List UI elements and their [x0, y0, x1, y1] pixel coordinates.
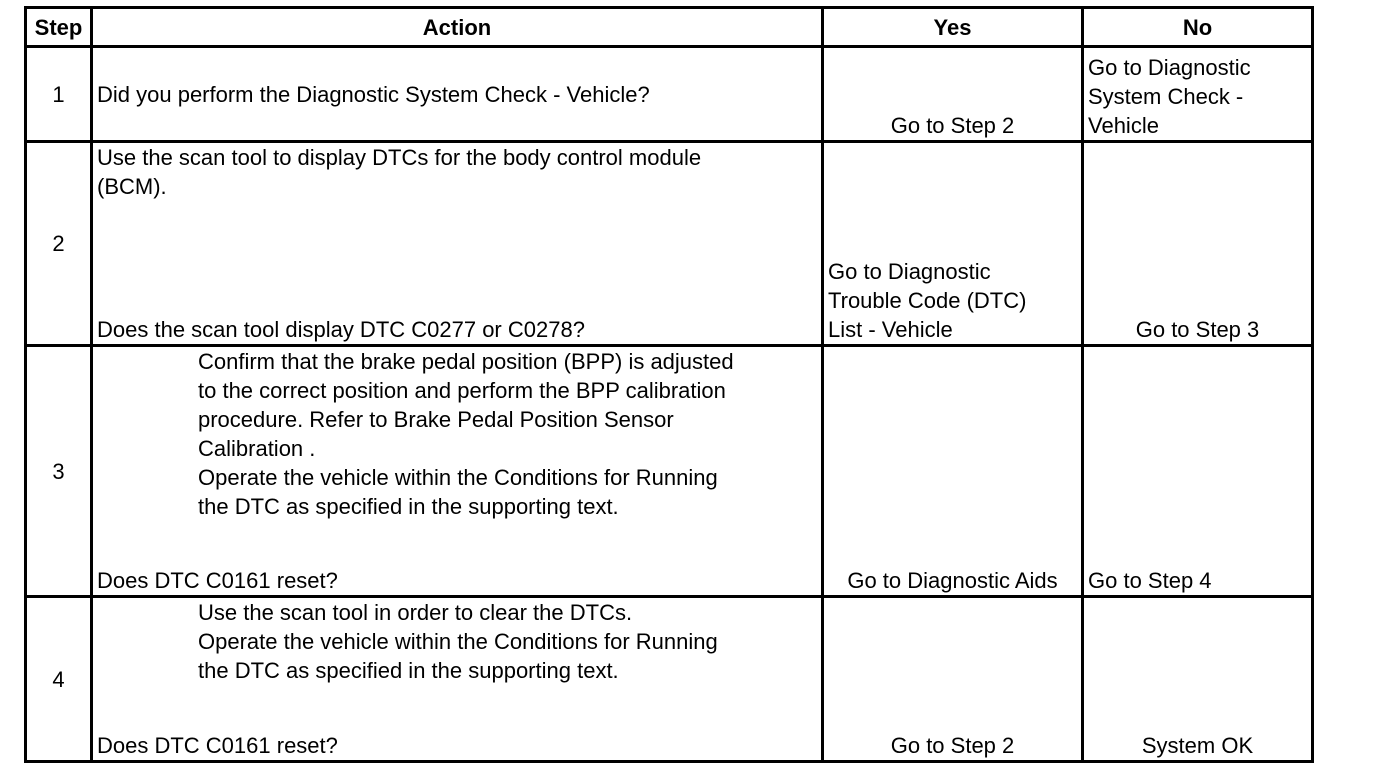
yes-text: List - Vehicle: [828, 317, 953, 342]
table-row: [26, 597, 1313, 762]
table-row: [26, 346, 1313, 597]
step-number: 2: [26, 142, 92, 346]
action-text: Use the scan tool to display DTCs for the body control module: [97, 145, 702, 170]
yes-cell: [823, 142, 1083, 346]
action-text: the DTC as specified in the supporting text.: [198, 658, 619, 683]
action-text: (BCM).: [97, 174, 167, 199]
no-cell: [1083, 346, 1313, 597]
action-text: Confirm that the brake pedal position (BPP) is adjusted: [198, 349, 734, 374]
yes-text: Go to Step 2: [890, 733, 1015, 758]
step-number: 3: [26, 346, 92, 597]
table-row: [26, 47, 1313, 142]
no-cell: [1083, 142, 1313, 346]
yes-cell: [823, 597, 1083, 762]
no-text: Go to Step 3: [1135, 317, 1260, 342]
action-cell: [92, 346, 823, 597]
action-text: Operate the vehicle within the Conditions for Running: [198, 629, 718, 654]
diagnostic-table: [24, 6, 1314, 763]
action-cell: [92, 142, 823, 346]
action-cell: [92, 597, 823, 762]
action-text: to the correct position and perform the BPP calibration: [198, 378, 726, 403]
action-text: the DTC as specified in the supporting text.: [198, 494, 619, 519]
header-step: Step: [26, 8, 92, 47]
action-text: Calibration .: [198, 436, 316, 461]
yes-text: Go to Step 2: [890, 113, 1015, 138]
yes-text: Go to Diagnostic Aids: [847, 568, 1058, 593]
no-text: System OK: [1141, 733, 1254, 758]
no-text: Vehicle: [1088, 113, 1159, 138]
action-cell: [92, 47, 823, 142]
header-row: [26, 8, 1313, 47]
table-row: [26, 142, 1313, 346]
header-yes: Yes: [823, 8, 1083, 47]
action-text: procedure. Refer to Brake Pedal Position Sensor: [198, 407, 674, 432]
no-cell: [1083, 47, 1313, 142]
no-text: Go to Diagnostic: [1088, 55, 1251, 80]
yes-text: Go to Diagnostic: [828, 259, 991, 284]
header-action: Action: [92, 8, 823, 47]
yes-text: Trouble Code (DTC): [828, 288, 1027, 313]
action-text: Operate the vehicle within the Conditions for Running: [198, 465, 718, 490]
no-cell: [1083, 597, 1313, 762]
action-question: Does the scan tool display DTC C0277 or C0278?: [97, 317, 585, 342]
action-text: Use the scan tool in order to clear the DTCs.: [198, 600, 633, 625]
yes-cell: [823, 346, 1083, 597]
action-question: Did you perform the Diagnostic System Check - Vehicle?: [97, 81, 650, 107]
header-no: No: [1083, 8, 1313, 47]
yes-cell: [823, 47, 1083, 142]
action-question: Does DTC C0161 reset?: [97, 568, 338, 593]
no-text: Go to Step 4: [1088, 568, 1212, 593]
action-question: Does DTC C0161 reset?: [97, 733, 338, 758]
step-number: 1: [26, 47, 92, 142]
step-number: 4: [26, 597, 92, 762]
no-text: System Check -: [1088, 84, 1244, 109]
